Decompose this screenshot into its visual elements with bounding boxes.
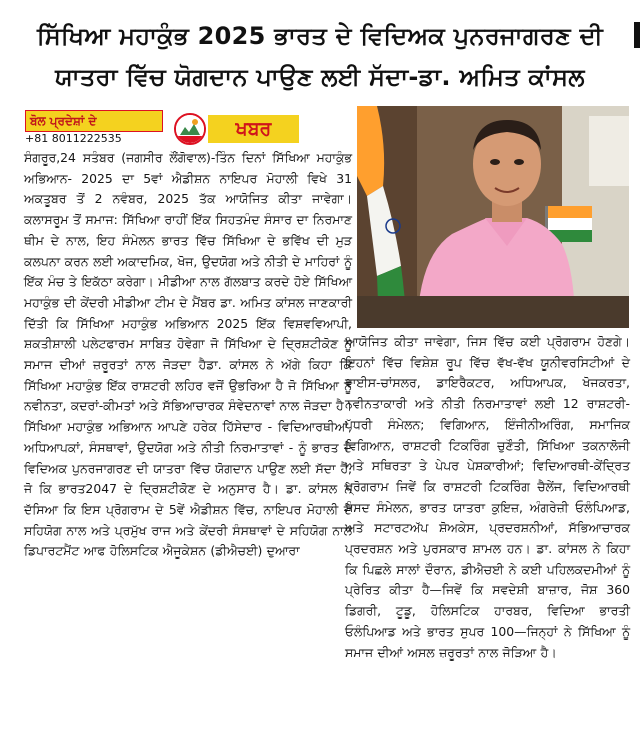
article-left-paragraph: ਸੰਗਰੂਰ,24 ਸਤੰਬਰ (ਜਗਸੀਰ ਲੌਂਗੋਵਾਲ)-ਤਿੰਨ ਦਿਨਾਂ ਸਿੱਖਿਆ ਮਹਾਕੁੰਭ ਅਭਿਆਨ- 2025 ਦਾ 5ਵਾਂ ਐਡੀਸ਼ਨ ਨਾਇਪਰ ਮੋਹਾਲੀ ਵਿਖੇ 31 ਅਕਤੂਬਰ ਤੋਂ 2 ਨਵੰਬਰ, 2025 ਤੱਕ ਆਯੋਜਿਤ ਕੀਤਾ ਜਾਵੇਗਾ। ਕਲਾਸਰੂਮ ਤੋਂ ਸਮਾਜ: ਸਿੱਖਿਆ ਰਾਹੀਂ ਇੱਕ ਸਿਹਤਮੰਦ ਸੰਸਾਰ ਦਾ ਨਿਰਮਾਣ ਥੀਮ ਦੇ ਨਾਲ, ਇਹ ਸੰਮੇਲਨ ਭਾਰਤ ਵਿੱਚ ਸਿੱਖਿਆ ਦੇ ਭਵਿੱਖ ਦੀ ਮੁੜ ਕਲਪਨਾ ਕਰਨ ਲਈ ਅਕਾਦਮਿਕ, ਖੋਜ, ਉਦਯੋਗ ਅਤੇ ਨੀਤੀ ਦੇ ਮਾਹਿਰਾਂ ਨੂੰ ਇੱਕ ਮੰਚ ਤੇ ਇਕੱਠਾ ਕਰੇਗਾ। ਮੀਡੀਆ ਨਾਲ ਗੱਲਬਾਤ ਕਰਦੇ ਹੋਏ ਸਿੱਖਿਆ ਮਹਾਕੁੰਭ ਦੀ ਕੇਂਦਰੀ ਮੀਡੀਆ ਟੀਮ ਦੇ ਮੈਂਬਰ ਡਾ. ਅਮਿਤ ਕਾਂਸਲ ਜਾਣਕਾਰੀ ਦਿੱਤੀ ਕਿ ਸਿੱਖਿਆ ਮਹਾਕੁੰਭ ਅਭਿਆਨ 2025 ਇੱਕ ਵਿਸ਼ਵਵਿਆਪੀ, ਸ਼ਕਤੀਸ਼ਾਲੀ ਪਲੇਟਫਾਰਮ ਸਾਬਿਤ ਹੋਵੇਗਾ ਜੋ ਸਿੱਖਿਆ ਦੇ ਦ੍ਰਿਸ਼ਟੀਕੋਣ ਨੂੰ ਸਮਾਜ ਦੀਆਂ ਜ਼ਰੂਰਤਾਂ ਨਾਲ ਜੋੜਦਾ ਹੈਡਾ. ਕਾਂਸਲ ਨੇ ਅੱਗੇ ਕਿਹਾ ਕਿ ਸਿੱਖਿਆ ਮਹਾਕੁੰਭ ਇੱਕ ਰਾਸ਼ਟਰੀ ਲਹਿਰ ਵਜੋਂ ਉਭਰਿਆ ਹੈ ਜੋ ਸਿੱਖਿਆ ਨੂੰ ਨਵੀਨਤਾ, ਕਦਰਾਂ-ਕੀਮਤਾਂ ਅਤੇ ਸੱਭਿਆਚਾਰਕ ਸੰਵੇਦਨਾਵਾਂ ਨਾਲ ਜੋੜਦਾ ਹੈ। ਸਿੱਖਿਆ ਮਹਾਕੁੰਭ ਅਭਿਆਨ ਆਪਣੇ ਹਰੇਕ ਹਿੱਸੇਦਾਰ - ਵਿਦਿਆਰਥੀਆਂ, ਅਧਿਆਪਕਾਂ, ਸੰਸਥਾਵਾਂ, ਉਦਯੋਗ ਅਤੇ ਨੀਤੀ ਨਿਰਮਾਤਾਵਾਂ - ਨੂੰ ਭਾਰਤ ਦੇ ਵਿਦਿਅਕ ਪੁਨਰਜਾਗਰਣ ਦੀ ਯਾਤਰਾ ਵਿੱਚ ਯੋਗਦਾਨ ਪਾਉਣ ਲਈ ਸੱਦਾ ਹੈ, ਜੋ ਕਿ ਭਾਰਤ2047 ਦੇ ਦ੍ਰਿਸ਼ਟੀਕੋਣ ਦੇ ਅਨੁਸਾਰ ਹੈ। ਡਾ. ਕਾਂਸਲ ਨੇ ਦੱਸਿਆ ਕਿ ਇਸ ਪ੍ਰੋਗਰਾਮ ਦੇ 5ਵੇਂ ਐਡੀਸ਼ਨ ਵਿੱਚ, ਨਾਇਪਰ ਮੋਹਾਲੀ ਦੇ ਸਹਿਯੋਗ ਨਾਲ ਅਤੇ ਪ੍ਰਮੁੱਖ ਰਾਜ ਅਤੇ ਕੇਂਦਰੀ ਸੰਸਥਾਵਾਂ ਦੇ ਸਹਿਯੋਗ ਨਾਲ ਡਿਪਾਰਟਮੈਂਟ ਆਫ ਹੋਲਿਸਟਿਕ ਐਜੂਕੇਸ਼ਨ (ਡੀਐਚਈ) ਦੁਆਰਾ: [24, 150, 352, 559]
headline: [0, 0, 640, 104]
brand-khabar: ਖਬਰ: [208, 115, 299, 143]
brand-phone: +81 8011222535: [25, 132, 122, 145]
brand-name: ਬੋਲ ਪ੍ਰਦੇਸ਼ਾਂ ਦੇ: [25, 110, 163, 132]
headline-line-1: ਸਿੱਖਿਆ ਮਹਾਕੁੰਭ 2025 ਭਾਰਤ ਦੇ ਵਿਦਿਅਕ ਪੁਨਰਜਾਗਰਣ ਦੀ: [36, 22, 604, 50]
person-photo: [357, 106, 629, 328]
article-right-paragraph: ਆਯੋਜਿਤ ਕੀਤਾ ਜਾਵੇਗਾ, ਜਿਸ ਵਿੱਚ ਕਈ ਪ੍ਰੋਗਰਾਮ ਹੋਣਗੇ। ਇਹਨਾਂ ਵਿੱਚ ਵਿਸ਼ੇਸ਼ ਰੂਪ ਵਿੱਚ ਵੱਖ-ਵੱਖ ਯੂਨੀਵਰਸਿਟੀਆਂ ਦੇ ਵਾਈਸ-ਚਾਂਸਲਰ, ਡਾਇਰੈਕਟਰ, ਅਧਿਆਪਕ, ਖੋਜਕਰਤਾ, ਨਵੀਨਤਾਕਾਰੀ ਅਤੇ ਨੀਤੀ ਨਿਰਮਾਤਾਵਾਂ ਲਈ 12 ਰਾਸ਼ਟਰੀ-ਪੱਧਰੀ ਸੰਮੇਲਨ; ਵਿਗਿਆਨ, ਇੰਜੀਨੀਅਰਿੰਗ, ਸਮਾਜਿਕ ਵਿਗਿਆਨ, ਰਾਸ਼ਟਰੀ ਟਿਕਰਿੰਗ ਚੁਣੌਤੀ, ਸਿੱਖਿਆ ਤਕਨਾਲੋਜੀ ਅਤੇ ਸਥਿਰਤਾ ਤੇ ਪੇਪਰ ਪੇਸ਼ਕਾਰੀਆਂ; ਵਿਦਿਆਰਥੀ-ਕੇਂਦ੍ਰਿਤ ਪ੍ਰੋਗਰਾਮ ਜਿਵੇਂ ਕਿ ਰਾਸ਼ਟਰੀ ਟਿਕਰਿੰਗ ਚੈਲੇਂਜ, ਵਿਦਿਆਰਥੀ ਸੰਸਦ ਸੰਮੇਲਨ, ਭਾਰਤ ਯਾਤਰਾ ਕੁਇਜ਼, ਅੰਗਰੇਜ਼ੀ ਓਲੰਪਿਆਡ, ਅਤੇ ਸਟਾਰਟਅੱਪ ਸ਼ੋਅਕੇਸ, ਪ੍ਰਦਰਸ਼ਨੀਆਂ, ਸੱਭਿਆਚਾਰਕ ਪ੍ਰਦਰਸ਼ਨ ਅਤੇ ਪੁਰਸਕਾਰ ਸ਼ਾਮਲ ਹਨ। ਡਾ. ਕਾਂਸਲ ਨੇ ਕਿਹਾ ਕਿ ਪਿਛਲੇ ਸਾਲਾਂ ਦੌਰਾਨ, ਡੀਐਚਈ ਨੇ ਕਈ ਪਹਿਲਕਦਮੀਆਂ ਨੂੰ ਪ੍ਰੇਰਿਤ ਕੀਤਾ ਹੈ—ਜਿਵੇਂ ਕਿ ਸਵਦੇਸ਼ੀ ਬਾਜ਼ਾਰ, ਜੋਸ਼ 360 ਡਿਗਰੀ, ਟੂਡੂ, ਹੋਲਿਸਟਿਕ ਹਾਰਬਰ, ਵਿਦਿਆ ਭਾਰਤੀ ਓਲੰਪਿਆਡ ਅਤੇ ਭਾਰਤ ਸੁਪਰ 100—ਜਿਨ੍ਹਾਂ ਨੇ ਸਿੱਖਿਆ ਨੂੰ ਸਮਾਜ ਦੀਆਂ ਅਸਲ ਜ਼ਰੂਰਤਾਂ ਨਾਲ ਜੋੜਿਆ ਹੈ।: [345, 334, 630, 660]
article-column-right: [345, 332, 630, 663]
page-edge-mark: [634, 22, 640, 48]
brand-banner: [25, 110, 299, 146]
article-column-left: [24, 148, 352, 562]
headline-line-2: ਯਾਤਰਾ ਵਿੱਚ ਯੋਗਦਾਨ ਪਾਉਣ ਲਈ ਸੱਦਾ-ਡਾ. ਅਮਿਤ ਕਾਂਸਲ: [55, 63, 585, 91]
brand-logo-icon: [174, 113, 206, 145]
